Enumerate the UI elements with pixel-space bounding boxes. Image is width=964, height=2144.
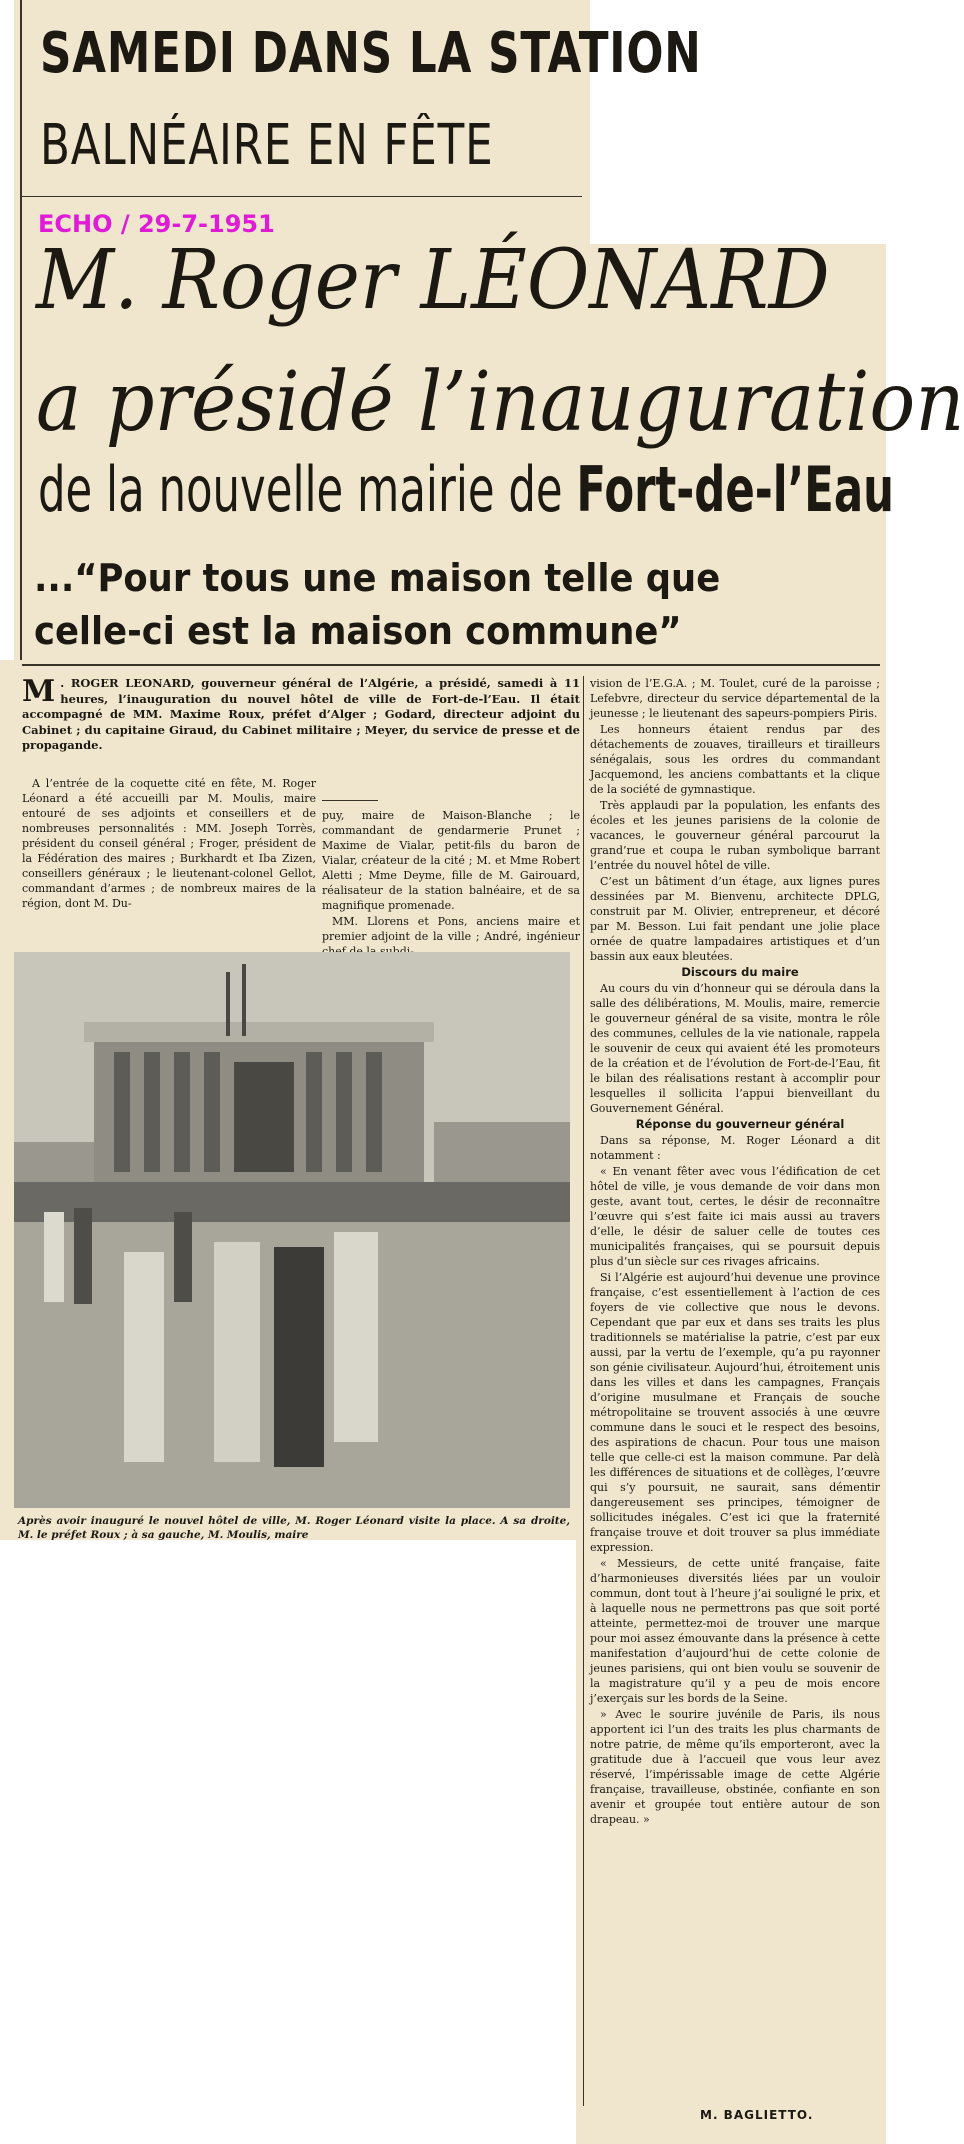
quote-line-2: celle-ci est la maison commune” [34, 609, 682, 653]
article-column-1 [22, 776, 316, 946]
author-signature: M. BAGLIETTO. [700, 2108, 814, 2122]
kicker-line-2: BALNÉAIRE EN FÊTE [40, 113, 494, 178]
column-rule [583, 676, 584, 2106]
drop-cap: M [22, 674, 56, 709]
headline-line-1: M. Roger LÉONARD [36, 233, 830, 328]
paragraph: Si l’Algérie est aujourd’hui devenue une province française, c’est essentiellement à l’action de ces foyers de vie collective que nous le devons. Cependant que par eux et dans ses traits les plus traditionnels se matérialise la patrie, c’est par eux aussi, par la vertu de l’exemple, qu’a pu rayonner son génie civilisateur. Aujourd’hui, étroitement unis dans les villes et dans les campagnes, Français d’origine musulmane et Français de souche métropolitaine se trouvent associés à une œuvre commune dans le souci et le respect des besoins, des aspirations de chacun. Pour tous une maison telle que celle-ci est la maison commune. Par delà les différences de situations et de collèges, l’œuvre qui s’y poursuit, ne saurait, sans démentir dangereusement ses principes, témoigner de sollicitudes inégales. C’est ici que la fraternité française trouve et doit trouver sa plus immédiate expression. [590, 1271, 880, 1554]
paragraph: Au cours du vin d’honneur qui se déroula dans la salle des délibérations, M. Moulis, maire, remercie le gouverneur général de sa visite, montra le rôle des communes, cellules de la vie nationale, rappela le souvenir de ceux qui avaient été les promoteurs de la création et de l’évolution de Fort-de-l’Eau, fit le bilan des réalisations restant à accomplir pour lesquelles il sollicita l’appui bienveillant du Gouvernement Général. [590, 982, 880, 1115]
paragraph: « En venant fêter avec vous l’édification de cet hôtel de ville, je vous demande de voir dans mon geste, avant tout, certes, le désir de reconnaître l’œuvre qui s’est faite ici mais aussi au travers d’elle, le désir de saluer celle de toutes ces municipalités françaises, qui se poursuit depuis plus d’un siècle sur ces rivages africains. [590, 1165, 880, 1268]
paragraph: C’est un bâtiment d’un étage, aux lignes pures dessinées par M. Bienvenu, architecte DPLG, construit par M. Olivier, entrepreneur, et décoré par M. Besson. Lui fait pendant une jolie place ornée de quatre lampadaires artistiques et d’un bassin aux eaux bleutées. [590, 875, 880, 963]
subheading-discours: Discours du maire [681, 965, 799, 979]
headline-line-3-bold: Fort-de-l’Eau [576, 453, 895, 526]
paragraph: puy, maire de Maison-Blanche ; le commandant de gendarmerie Prunet ; Maxime de Vialar, petit-fils du baron de Vialar, créateur de la cité ; M. et Mme Robert Aletti ; Mme Deyme, fille de M. Gairouard, réalisateur de la station balnéaire, et de sa magnifique promenade. [322, 809, 580, 912]
quote-line-1: ...“Pour tous une maison telle que [34, 556, 721, 600]
ceremony-photo [14, 952, 570, 1508]
column-rule [20, 0, 22, 660]
subheading-reponse: Réponse du gouverneur général [635, 1117, 845, 1131]
paragraph: MM. Llorens et Pons, anciens maire et premier adjoint de la ville ; André, ingénieur [322, 915, 580, 943]
headline-line-3-plain: de la nouvelle mairie de [38, 453, 577, 526]
headline-line-3 [38, 455, 894, 525]
paragraph: A l’entrée de la coquette cité en fête, M. Roger Léonard a été accueilli par M. Moulis, maire entouré de ses adjoints et conseillers et de nombreuses personnalités : MM. Joseph Torrès, président du conseil général ; Froger, président de la Fédération des maires ; Burkhardt et Iba Zizen, conseillers généraux ; le lieutenant-colonel Gellot, commandant d’armes ; de nombreux maires de la région, dont M. Du- [22, 777, 316, 910]
article-column-3 [590, 676, 880, 2100]
kicker-rule [22, 196, 582, 197]
photo-caption: Après avoir inauguré le nouvel hôtel de ville, M. Roger Léonard visite la place. A sa droite, M. le préfet Roux ; à sa gauche, M. Moulis, maire [18, 1515, 570, 1541]
paragraph: vision de l’E.G.A. ; M. Toulet, curé de la paroisse ; Lefebvre, directeur du service départemental de la jeunesse ; le lieutenant des sapeurs-pompiers Piris. [590, 677, 880, 720]
column-rule [322, 800, 378, 801]
paragraph: Dans sa réponse, M. Roger Léonard a dit notamment : [590, 1134, 880, 1162]
article-column-2 [322, 808, 580, 948]
quote-rule [22, 664, 880, 666]
paragraph: « Messieurs, de cette unité française, faite d’harmonieuses diversités liées par un vouloir commun, dont tout à l’heure j’ai souligné le prix, et à laquelle nous ne permettrons pas que soit porté atteinte, permettez-moi de trouver une marque pour moi assez émouvante dans la présence à cette manifestation d’aujourd’hui de cette colonie de jeunes parisiens, qui ont bien voulu se souvenir de la magistrature qu’il y a peu de mois encore j’exerçais sur les bords de la Seine. [590, 1557, 880, 1705]
headline-line-2: a présidé l’inauguration [36, 355, 964, 450]
lead-text: . ROGER LEONARD, gouverneur général de l’Algérie, a présidé, samedi à 11 heures, l’inauguration du nouvel hôtel de ville de Fort-de-l’Eau. Il était accompagné de MM. Maxime Roux, préfet d’Alger ; Godard, directeur adjoint du Cabinet ; du capitaine Giraud, du Cabinet militaire ; Meyer, du service de presse et de propagande. [22, 676, 580, 752]
paragraph: Très applaudi par la population, les enfants des écoles et les jeunes parisiens de la colonie de vacances, le gouverneur général parcourut la grand’rue et coupa le ruban symbolique barrant l’entrée du nouvel hôtel de ville. [590, 799, 880, 872]
kicker-line-1: SAMEDI DANS LA STATION [40, 21, 702, 86]
paragraph: » Avec le sourire juvénile de Paris, ils nous apportent ici l’un des traits les plus charmants de notre patrie, de même qu’ils emporteront, avec la gratitude due à l’accueil que vous leur avez réservé, l’impérissable image de cette Algérie française, travailleuse, obstinée, confiante en son avenir et groupée tout entière autour de son drapeau. » [590, 1708, 880, 1826]
lead-paragraph [22, 676, 580, 776]
archive-stamp: ECHO / 29-7-1951 [38, 210, 275, 238]
paragraph: Les honneurs étaient rendus par des détachements de zouaves, tirailleurs et tirailleurs sénégalais, sous les ordres du commandant Jacquemond, les anciens combattants et la clique de la société de gymnastique. [590, 723, 880, 796]
ceremony-photo-drawing [14, 952, 570, 1508]
